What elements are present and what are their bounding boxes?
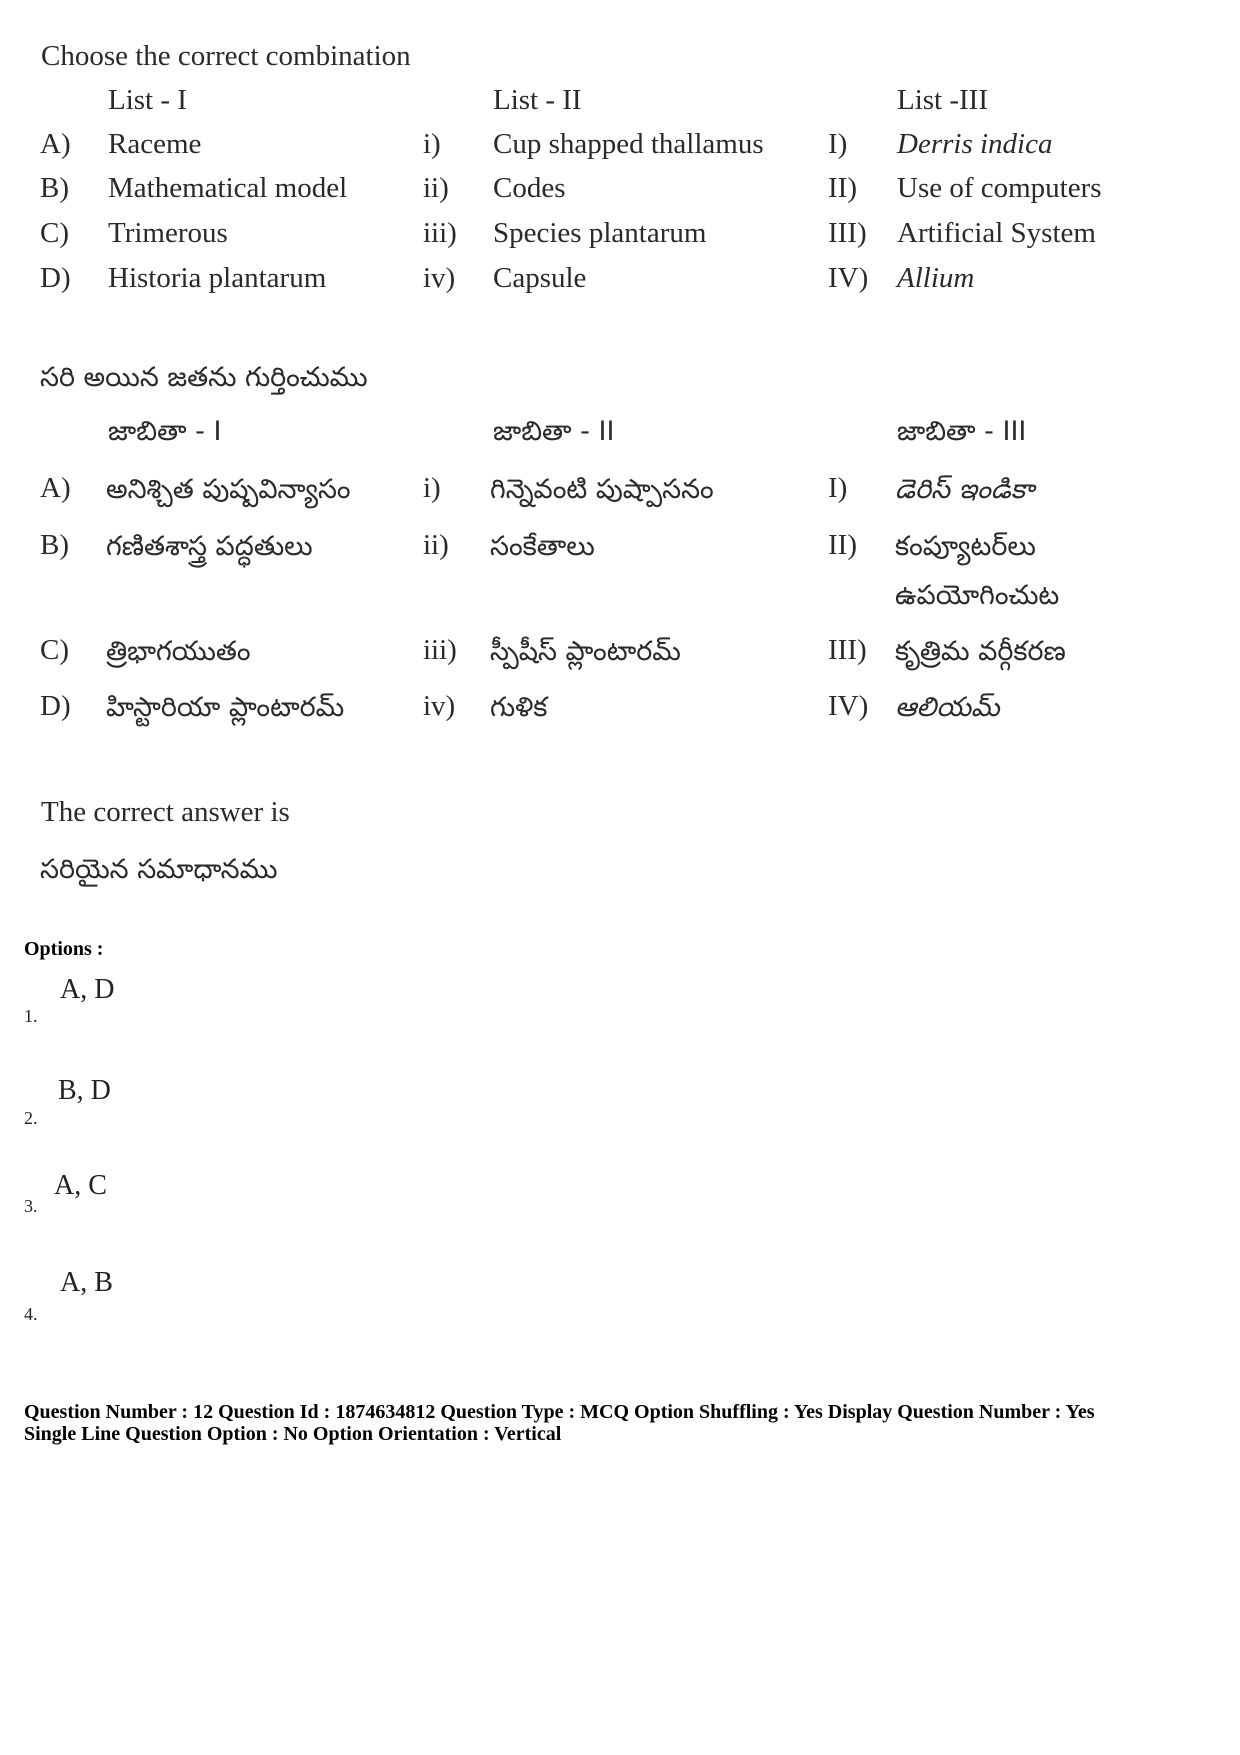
list1-item: Historia plantarum (108, 262, 327, 294)
list3-roman: II) (828, 172, 857, 204)
list3-header-en: List -III (897, 84, 988, 116)
list2-roman: iv) (423, 262, 456, 294)
list2-item: Capsule (493, 262, 587, 294)
list2-roman: i) (423, 128, 441, 160)
list1-item-te: హిస్టారియా ప్లాంటారమ్ (106, 692, 345, 723)
option-2-number: 2. (24, 1108, 38, 1128)
option-4-text[interactable]: A, B (60, 1267, 113, 1298)
list3-roman: IV) (828, 262, 869, 294)
question-prompt-te: సరి అయిన జతను గుర్తించుము (40, 362, 368, 393)
row-letter: D) (40, 690, 71, 722)
list1-header-en: List - I (108, 84, 187, 116)
list3-item: Use of computers (897, 172, 1102, 204)
list3-roman: I) (828, 472, 848, 504)
list1-item: Raceme (108, 128, 202, 160)
list1-item: Mathematical model (108, 172, 348, 204)
question-metadata-line2: Single Line Question Option : No Option Orientation : Vertical (24, 1423, 562, 1445)
option-4-number: 4. (24, 1304, 38, 1324)
list2-item: Species plantarum (493, 217, 707, 249)
list2-item-te: గిన్నెవంటి పుష్పాసనం (490, 474, 714, 505)
list3-roman: III) (828, 217, 867, 249)
list3-roman: III) (828, 634, 867, 666)
list2-roman: iv) (423, 690, 456, 722)
list3-item-te-line2: ఉపయోగించుట (895, 580, 1060, 611)
list1-item-te: అనిశ్చిత పుష్పవిన్యాసం (106, 474, 351, 505)
answer-prompt-te: సరియైన సమాధానము (40, 854, 278, 885)
list2-roman: iii) (423, 217, 457, 249)
list2-header-te: జాబితా - II (493, 416, 615, 447)
row-letter: C) (40, 217, 69, 249)
option-1-number: 1. (24, 1006, 38, 1026)
list2-item: Codes (493, 172, 566, 204)
list3-item: Derris indica (897, 128, 1053, 160)
list3-item-te: కృత్రిమ వర్గీకరణ (895, 636, 1066, 667)
list2-item-te: స్పీషీస్ ప్లాంటారమ్ (490, 636, 681, 667)
answer-prompt-en: The correct answer is (41, 796, 290, 828)
row-letter: B) (40, 172, 69, 204)
list3-item-te: డెరిస్ ఇండికా (895, 474, 1035, 505)
list3-item: Artificial System (897, 217, 1096, 249)
option-1-text[interactable]: A, D (60, 974, 115, 1005)
question-prompt-en: Choose the correct combination (41, 40, 411, 72)
list1-item-te: త్రిభాగయుతం (106, 636, 251, 667)
list2-item-te: గుళిక (490, 692, 548, 723)
row-letter: A) (40, 128, 71, 160)
list3-header-te: జాబితా - III (897, 416, 1027, 447)
option-3-text[interactable]: A, C (54, 1170, 107, 1201)
row-letter: D) (40, 262, 71, 294)
list2-roman: ii) (423, 172, 449, 204)
list2-roman: iii) (423, 634, 457, 666)
list2-roman: i) (423, 472, 441, 504)
row-letter: C) (40, 634, 69, 666)
option-3-number: 3. (24, 1196, 38, 1216)
list1-header-te: జాబితా - I (108, 416, 222, 447)
list3-item: Allium (897, 262, 975, 294)
list3-item-te: ఆలియమ్ (895, 692, 1000, 723)
row-letter: A) (40, 472, 71, 504)
list2-item-te: సంకేతాలు (490, 531, 595, 562)
list2-roman: ii) (423, 529, 449, 561)
option-2-text[interactable]: B, D (58, 1075, 111, 1106)
list1-item-te: గణితశాస్త్ర పద్ధతులు (106, 531, 313, 562)
list2-item: Cup shapped thallamus (493, 128, 764, 160)
list3-roman: I) (828, 128, 848, 160)
list3-item-te: కంప్యూటర్‌లు (895, 531, 1036, 562)
list3-roman: IV) (828, 690, 869, 722)
list2-header-en: List - II (493, 84, 582, 116)
question-metadata-line1: Question Number : 12 Question Id : 1874634812 Question Type : MCQ Option Shuffling : Yes Display Question Number : Yes (24, 1401, 1095, 1423)
list3-roman: II) (828, 529, 857, 561)
list1-item: Trimerous (108, 217, 228, 249)
options-label: Options : (24, 938, 104, 960)
row-letter: B) (40, 529, 69, 561)
